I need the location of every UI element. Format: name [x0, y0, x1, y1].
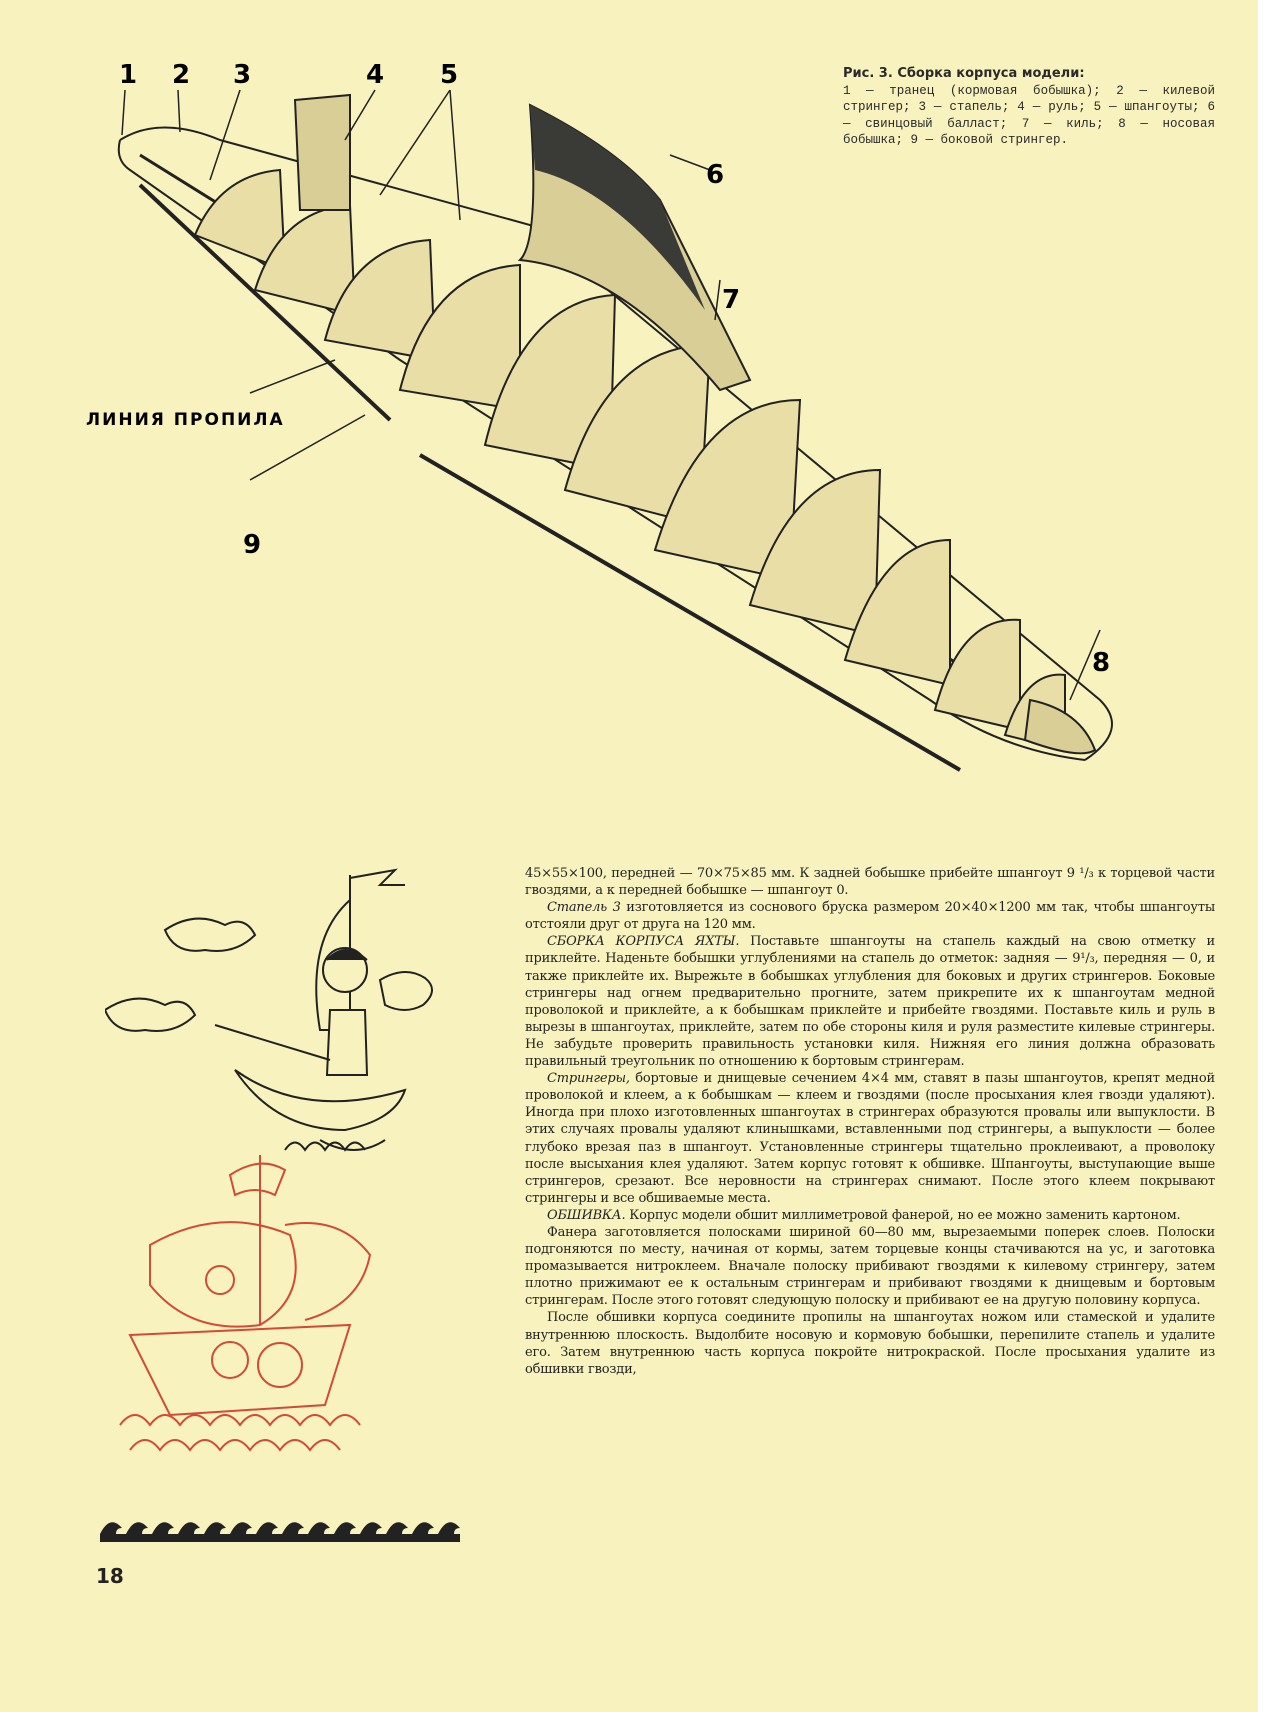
callout-9: 9: [243, 530, 262, 560]
paragraph: ОБШИВКА. Корпус модели обшит миллиметровой фанерой, но ее можно заменить картоном.: [547, 1207, 1181, 1223]
paragraph: Фанера заготовляется полосками шириной 60—80 мм, вырезаемыми поперек слоев. Полоски подгоняются по месту, начиная от кормы, затем торцевые концы стачиваются на ус, и заготовка промазывается нитроклеем. Вначале полоску прибивают гвоздями к килевому стрингеру, затем плотно прижимают ее к остальным стрингерам и прибивают гвоздями к днищевым и бортовым стрингерам. После этого готовят следующую полоску и прибивают ее на другую половину корпуса.: [525, 1224, 1215, 1309]
figure-caption: [843, 66, 1215, 149]
cut-line-label: ЛИНИЯ ПРОПИЛА: [86, 410, 285, 430]
callout-1: 1: [119, 60, 138, 90]
callout-5: 5: [440, 60, 459, 90]
boy-in-sailboat-illustration: [105, 860, 465, 1170]
article-body: [525, 865, 1215, 1378]
paragraph: Стрингеры, бортовые и днищевые сечением 4×4 мм, ставят в пазы шпангоутов, крепят медной проволокой и клеем, а к бобышкам — клеем и гвоздями (после просыхания клея гвозди удаляют). Иногда при плохо изготовленных шпангоутах в стрингерах образуются провалы или выпуклости. В этих случаях провалы удаляют клинышками, вставленными под стрингеры, а выпуклости — более глубоко врезая паз в шпангоут. Установленные стрингеры тщательно проклеивают, а проволоку после высыхания клея удаляют. Затем корпус готовят к обшивке. Шпангоуты, выступающие выше стрингеров, срезают. Все неровности на стрингерах снимают. После этого клеем покрывают стрингеры и все обшиваемые места.: [525, 1071, 1215, 1206]
page-number: 18: [96, 1564, 124, 1588]
callout-4: 4: [366, 60, 385, 90]
callout-3: 3: [233, 60, 252, 90]
paragraph: 45×55×100, передней — 70×75×85 мм. К задней бобышке прибейте шпангоут 9 ¹/₃ к торцевой части гвоздями, а к передней бобышке — шпангоут 0.: [525, 866, 1215, 899]
pirate-ship-illustration: [110, 1135, 450, 1475]
paragraph: СБОРКА КОРПУСА ЯХТЫ. Поставьте шпангоуты на стапель каждый на свою отметку и приклейте. Наденьте бобышки углублениями на стапель до отметок: задняя — 9¹/₃, передняя — 0, и также приклейте их. Вырежьте в бобышках углубления для боковых и других стрингеров. Боковые стрингеры над огнем предварительно прогните, затем прикрепите их к шпангоутам медной проволокой и приклейте, а к бобышкам приклейте и прибейте гвоздями. Поставьте киль и руль в вырезы в шпангоутах, приклейте, затем по обе стороны киля и руля разместите килевые стрингеры. Не забудьте проверить правильность установки киля. Нижняя его линия должна образовать правильный треугольник по отношению к бортовым стрингерам.: [525, 934, 1215, 1070]
callout-8: 8: [1092, 648, 1111, 678]
wave-ornament-border: [100, 1512, 460, 1542]
section-heading: СБОРКА КОРПУСА ЯХТЫ.: [547, 934, 740, 950]
paragraph: После обшивки корпуса соедините пропилы на шпангоутах ножом или стамеской и удалите внутреннюю плоскость. Выдолбите носовую и кормовую бобышки, перепилите стапель и удалите его. Затем внутреннюю часть корпуса покройте нитрокраской. После просыхания удалите из обшивки гвозди,: [525, 1310, 1215, 1377]
caption-legend: 1 — транец (кормовая бобышка); 2 — килевой стрингер; 3 — стапель; 4 — руль; 5 — шпангоуты; 6 — свинцовый балласт; 7 — киль; 8 — носовая бобышка; 9 — боковой стрингер.: [843, 83, 1215, 147]
callout-7: 7: [722, 285, 741, 315]
paragraph: Стапель 3 изготовляется из соснового бруска размером 20×40×1200 мм так, чтобы шпангоуты отстояли друг от друга на 120 мм.: [525, 900, 1215, 933]
section-heading: ОБШИВКА.: [547, 1207, 626, 1223]
callout-6: 6: [706, 160, 725, 190]
caption-title: Рис. 3. Сборка корпуса модели:: [843, 66, 1085, 81]
callout-2: 2: [172, 60, 191, 90]
hull-assembly-drawing: [100, 60, 1250, 850]
